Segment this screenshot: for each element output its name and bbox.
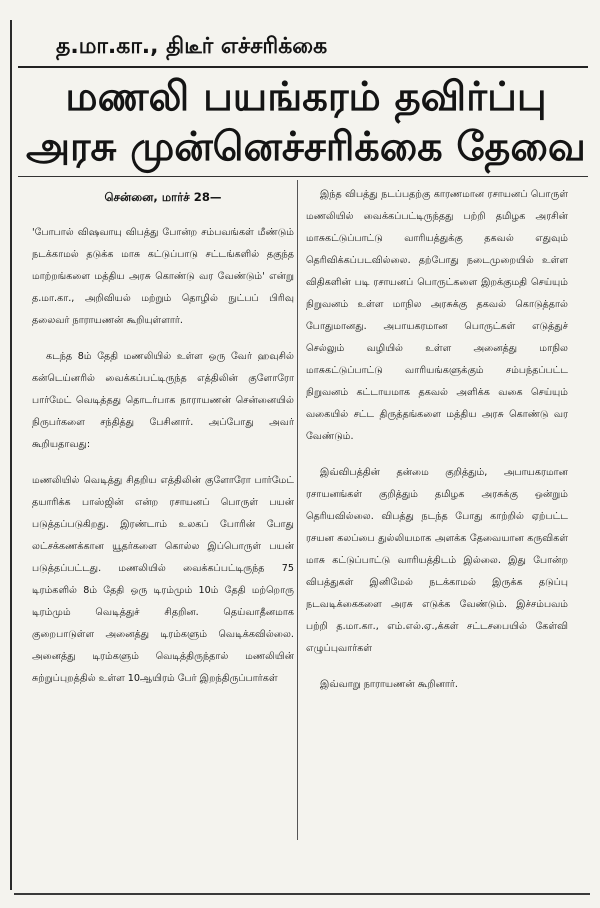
dateline: சென்னை, மார்ச் 28— <box>104 190 222 204</box>
article-column-right <box>306 184 568 696</box>
signoff: இவ்வாறு நாராயணன் கூறினார். <box>320 679 458 690</box>
bottom-border-rule <box>14 893 590 895</box>
main-headline-line-2: அரசு முன்னெச்சரிக்கை தேவை <box>26 124 586 170</box>
paragraph: இந்த விபத்து நடப்பதற்கு காரணமான ரசாயனப் பொருள் மணலியில் வைக்கப்பட்டிருந்தது பற்றி தமிழக அரசின் மாசுகட்டுப்பாட்டு வாரியத்துக்கு தகவல் எதுவும் தெரிவிக்கப்படவில்லை. தற்போது நடைமுறையில் உள்ள விதிகளின் படி ரசாயனப் பொருட்களை இறக்குமதி செய்யும் நிறுவனம் உள்ள மாநில அரசுக்கு தகவல் கொடுத்தால் போதுமானது. அபாயகரமான பொருட்கள் எடுத்துச் செல்லும் வழியில் உள்ள அனைத்து மாநில மாசுகட்டுப்பாட்டு வாரியங்களுக்கும் சம்பந்தப்பட்ட நிறுவனம் கட்டாயமாக தகவல் அளிக்க வகை செய்யும் வகையில் சட்ட திருத்தங்களை மத்திய அரசு கொண்டு வர வேண்டும். <box>306 189 568 442</box>
body-divider <box>18 176 588 177</box>
article-column-left <box>32 184 294 704</box>
kicker-headline: த.மா.கா., திடீர் எச்சரிக்கை <box>56 34 328 59</box>
paragraph: 'போபால் விஷவாயு விபத்து போன்ற சம்பவங்கள் மீண்டும் நடக்காமல் தடுக்க மாசு கட்டுப்பாடு சட்டங்களில் தகுந்த மாற்றங்களை மத்திய அரசு கொண்டு வர வேண்டும்' என்று த.மா.கா., அறிவியல் மற்றும் தொழில் நுட்பப் பிரிவு தலைவர் நாராயணன் கூறியுள்ளார். <box>32 227 294 326</box>
left-border-rule <box>10 20 12 890</box>
paragraph: இவ்விபத்தின் தன்மை குறித்தும், அபாயகரமான ரசாயனங்கள் குறித்தும் தமிழக அரசுக்கு ஒன்றும் தெரியவில்லை. விபத்து நடந்த போது காற்றில் ஏற்பட்ட ரசயன கலப்பை துல்லியமாக அளக்க தேவையான கருவிகள் மாசு கட்டுப்பாட்டு வாரியத்திடம் இல்லை. இது போன்ற விபத்துகள் இனிமேல் நடக்காமல் இருக்க தடுப்பு நடவடிக்கைகளை அரசு எடுக்க வேண்டும். இச்சம்பவம் பற்றி த.மா.கா., எம்.எல்.ஏ.,க்கள் சட்டசபையில் கேள்வி எழுப்புவார்கள் <box>306 467 568 654</box>
paragraph: கடந்த 8ம் தேதி மணலியில் உள்ள ஒரு வேர் ஹவுசில் கன்டெய்னரில் வைக்கப்பட்டிருந்த எத்திலின் குளோரோ பார்மேட் வெடித்தது தொடர்பாக நாராயணன் சென்னையில் நிருபர்களை சந்தித்து பேசினார். அப்போது அவர் கூறியதாவது: <box>32 351 294 450</box>
main-headline-line-1: மணலி பயங்கரம் தவிர்ப்பு <box>65 74 547 120</box>
column-divider <box>297 180 298 840</box>
paragraph: மணலியில் வெடித்து சிதறிய எத்திலின் குளோரோ பார்மேட் தயாரிக்க பாஸ்ஜின் என்ற ரசாயனப் பொருள் பயன் படுத்தப்படுகிறது. இரண்டாம் உலகப் போரின் போது லட்சக்கணக்கான யூதர்களை கொல்ல இப்பொருள் பயன் படுத்தப்பட்டது. மணலியில் வைக்கப்பட்டிருந்த 75 டிரம்களில் 8ம் தேதி ஒரு டிரம்மும் 10ம் தேதி மற்றொரு டிரம்மும் வெடித்துச் சிதறின. தெய்வாதீனமாக குறைபாடுள்ள அனைத்து டிரம்களும் வெடிக்கவில்லை. அனைத்து டிரம்களும் வெடித்திருந்தால் மணலியின் சுற்றுப்புறத்தில் உள்ள 10ஆயிரம் பேர் இறந்திருப்பார்கள் <box>32 475 294 684</box>
headline-divider <box>18 66 588 68</box>
